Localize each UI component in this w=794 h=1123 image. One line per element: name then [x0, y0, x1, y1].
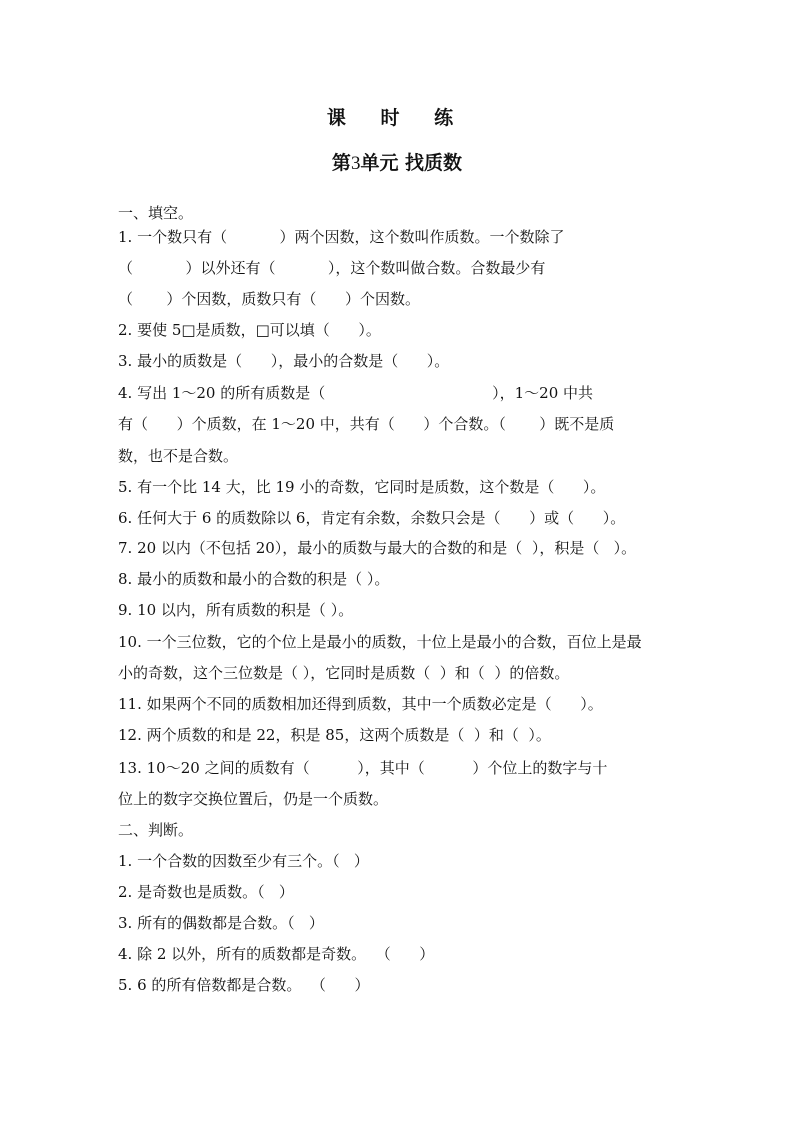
subtitle-prefix: 第 [331, 152, 351, 174]
judge-line-4: 4. 除 2 以外，所有的质数都是奇数。 （ ） [118, 945, 435, 963]
unit-subtitle [0, 148, 794, 175]
fill-line-9: 5. 有一个比 14 大，比 19 小的奇数，它同时是质数，这个数是（ ）。 [118, 478, 606, 496]
fill-line-6: 4. 写出 1～20 的所有质数是（ ），1～20 中共 [118, 384, 594, 402]
fill-line-16: 11. 如果两个不同的质数相加还得到质数，其中一个质数必定是（ ）。 [118, 695, 603, 713]
fill-line-8: 数，也不是合数。 [118, 447, 239, 465]
fill-line-11: 7. 20 以内（不包括 20），最小的质数与最大的合数的和是（ ），积是（ ）。 [118, 539, 637, 557]
judge-line-3: 3. 所有的偶数都是合数。（ ） [118, 914, 324, 932]
unit-number: 3 [350, 153, 361, 174]
judge-line-2: 2. 是奇数也是质数。（ ） [118, 883, 294, 901]
fill-line-12: 8. 最小的质数和最小的合数的积是（ ）。 [118, 570, 390, 588]
fill-line-18: 13. 10～20 之间的质数有（ ），其中（ ）个位上的数字与十 [118, 759, 608, 777]
fill-line-13: 9. 10 以内，所有质数的积是（ ）。 [118, 601, 354, 619]
fill-line-10: 6. 任何大于 6 的质数除以 6，肯定有余数，余数只会是（ ）或（ ）。 [118, 509, 626, 527]
fill-line-17: 12. 两个质数的和是 22，积是 85，这两个质数是（ ）和（ ）。 [118, 726, 551, 744]
fill-line-14: 10. 一个三位数，它的个位上是最小的质数，十位上是最小的合数，百位上是最 [118, 633, 642, 651]
judge-line-5: 5. 6 的所有倍数都是合数。 （ ） [118, 976, 370, 994]
fill-line-7: 有（ ）个质数，在 1～20 中，共有（ ）个合数。（ ）既不是质 [118, 415, 615, 433]
fill-line-3: （ ）个因数，质数只有（ ）个因数。 [118, 290, 420, 308]
section-heading-judge: 二、判断。 [118, 821, 194, 839]
fill-line-15: 小的奇数，这个三位数是（ ），它同时是质数（ ）和（ ）的倍数。 [118, 664, 570, 682]
page-title: 课 时 练 [326, 107, 468, 129]
section-heading-fill: 一、填空。 [118, 204, 194, 222]
fill-line-19: 位上的数字交换位置后，仍是一个质数。 [118, 790, 389, 808]
judge-line-1: 1. 一个合数的因数至少有三个。（ ） [118, 852, 369, 870]
subtitle-suffix: 单元 找质数 [360, 152, 463, 174]
fill-line-1: 1. 一个数只有（ ）两个因数，这个数叫作质数。一个数除了 [118, 228, 565, 246]
fill-line-2: （ ）以外还有（ ），这个数叫做合数。合数最少有 [118, 259, 546, 277]
fill-line-4: 2. 要使 5□是质数，□可以填（ ）。 [118, 321, 381, 339]
fill-line-5: 3. 最小的质数是（ ），最小的合数是（ ）。 [118, 352, 450, 370]
